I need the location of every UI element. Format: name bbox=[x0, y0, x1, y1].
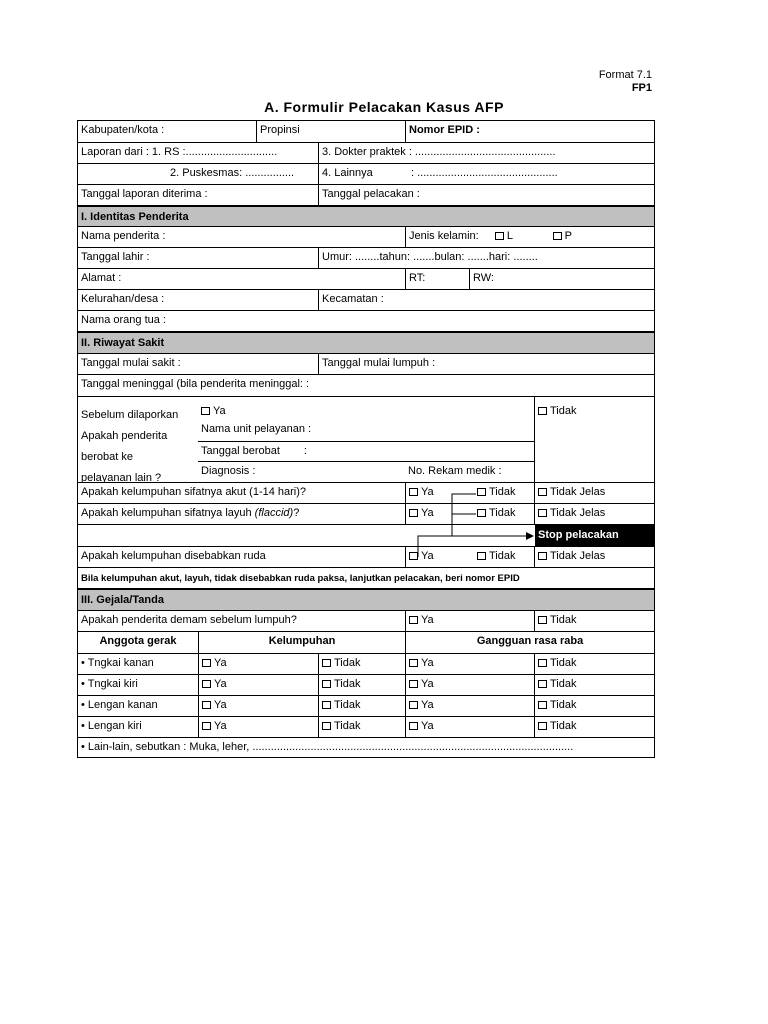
limb-label: • Lengan kanan bbox=[81, 699, 158, 711]
section-gejala bbox=[78, 589, 654, 611]
checkbox-raba-ya[interactable] bbox=[409, 722, 418, 730]
row-tanggal bbox=[78, 185, 654, 206]
row-ruda bbox=[78, 547, 654, 568]
lumpuh-ya-cell bbox=[198, 654, 318, 674]
diagnosis-field[interactable]: Diagnosis : bbox=[201, 465, 256, 477]
row-meninggal bbox=[78, 375, 654, 397]
checkbox-lumpuh-tidak[interactable] bbox=[322, 701, 331, 709]
layuh-tidak-cell bbox=[474, 504, 534, 524]
divider bbox=[198, 441, 534, 442]
ruda-tidak-label: Tidak bbox=[489, 550, 516, 562]
laporan-rs-field[interactable]: Laporan dari : 1. RS :.............................. bbox=[81, 146, 278, 158]
lumpuh-ya-cell bbox=[198, 675, 318, 695]
raba-tidak-label: Tidak bbox=[550, 720, 577, 732]
row-kabupaten bbox=[78, 121, 654, 143]
akut-ya-label: Ya bbox=[421, 486, 434, 498]
checkbox-akut-ya[interactable] bbox=[409, 488, 418, 496]
dokter-praktek-field[interactable]: 3. Dokter praktek : .............................................. bbox=[318, 143, 654, 163]
row-limb-header bbox=[78, 632, 654, 654]
layuh-question bbox=[78, 504, 405, 524]
col-gangguan: Gangguan rasa raba bbox=[405, 632, 654, 653]
row-lahir bbox=[78, 248, 654, 269]
berobat-q1: Sebelum dilaporkan bbox=[81, 409, 179, 421]
rw-field[interactable]: RW: bbox=[469, 269, 654, 289]
lumpuh-tidak-cell bbox=[318, 696, 405, 716]
row-kelurahan bbox=[78, 290, 654, 311]
checkbox-berobat-tidak[interactable] bbox=[538, 407, 547, 415]
checkbox-lumpuh-tidak[interactable] bbox=[322, 722, 331, 730]
akut-tj-label: Tidak Jelas bbox=[550, 486, 606, 498]
kecamatan-field[interactable]: Kecamatan : bbox=[318, 290, 654, 310]
lumpuh-tidak-label: Tidak bbox=[334, 657, 361, 669]
raba-tidak-cell bbox=[534, 696, 654, 716]
raba-ya-cell bbox=[405, 717, 534, 737]
lumpuh-tidak-cell bbox=[318, 717, 405, 737]
checkbox-raba-tidak[interactable] bbox=[538, 680, 547, 688]
limb-row bbox=[78, 696, 654, 717]
raba-ya-label: Ya bbox=[421, 678, 434, 690]
akut-tj-cell bbox=[534, 483, 654, 503]
checkbox-raba-ya[interactable] bbox=[409, 701, 418, 709]
checkbox-raba-tidak[interactable] bbox=[538, 659, 547, 667]
checkbox-demam-tidak[interactable] bbox=[538, 616, 547, 624]
checkbox-akut-tidak-jelas[interactable] bbox=[538, 488, 547, 496]
umur-field[interactable]: Umur: ........tahun: .......bulan: .......hari: ........ bbox=[318, 248, 654, 268]
checkbox-lumpuh-ya[interactable] bbox=[202, 659, 211, 667]
checkbox-raba-tidak[interactable] bbox=[538, 701, 547, 709]
akut-tidak-label: Tidak bbox=[489, 486, 516, 498]
lumpuh-ya-label: Ya bbox=[214, 678, 227, 690]
kelurahan-field[interactable]: Kelurahan/desa : bbox=[81, 293, 165, 305]
section-riwayat-title: II. Riwayat Sakit bbox=[81, 337, 165, 349]
layuh-ya-label: Ya bbox=[421, 507, 434, 519]
checkbox-raba-ya[interactable] bbox=[409, 659, 418, 667]
afp-form bbox=[77, 120, 655, 758]
checkbox-lumpuh-ya[interactable] bbox=[202, 680, 211, 688]
limb-label: • Tngkai kanan bbox=[81, 657, 154, 669]
berobat-ya-label: Ya bbox=[213, 405, 226, 417]
row-laporan bbox=[78, 143, 654, 164]
col-kelumpuhan: Kelumpuhan bbox=[198, 632, 405, 653]
nama-penderita-field[interactable]: Nama penderita : bbox=[81, 230, 166, 242]
epid-note: Bila kelumpuhan akut, layuh, tidak disebabkan ruda paksa, lanjutkan pelacakan, beri nomor EPID bbox=[81, 573, 520, 584]
lumpuh-ya-cell bbox=[198, 696, 318, 716]
jenis-kelamin-cell bbox=[405, 227, 654, 247]
berobat-tidak-cell bbox=[534, 397, 654, 482]
row-lain-lain bbox=[78, 738, 654, 757]
lumpuh-tidak-label: Tidak bbox=[334, 699, 361, 711]
raba-tidak-label: Tidak bbox=[550, 678, 577, 690]
demam-question: Apakah penderita demam sebelum lumpuh? bbox=[81, 614, 297, 626]
layuh-tj-label: Tidak Jelas bbox=[550, 507, 606, 519]
limb-row bbox=[78, 654, 654, 675]
raba-tidak-cell bbox=[534, 654, 654, 674]
row-alamat bbox=[78, 269, 654, 290]
lumpuh-ya-label: Ya bbox=[214, 720, 227, 732]
row-akut bbox=[78, 483, 654, 504]
checkbox-ruda-tidak[interactable] bbox=[477, 552, 486, 560]
layuh-qmark: ? bbox=[293, 507, 300, 519]
row-nama bbox=[78, 227, 654, 248]
alamat-field[interactable]: Alamat : bbox=[81, 272, 122, 284]
demam-ya-label: Ya bbox=[421, 614, 434, 626]
lumpuh-tidak-label: Tidak bbox=[334, 678, 361, 690]
row-note bbox=[78, 568, 654, 589]
lumpuh-tidak-cell bbox=[318, 675, 405, 695]
tgl-berobat-field[interactable] bbox=[201, 445, 307, 457]
berobat-question bbox=[78, 397, 198, 482]
ruda-tj-label: Tidak Jelas bbox=[550, 550, 606, 562]
row-layuh bbox=[78, 504, 654, 525]
limb-label: • Tngkai kiri bbox=[81, 678, 138, 690]
checkbox-l[interactable] bbox=[495, 232, 504, 240]
nomor-epid-field[interactable]: Nomor EPID : bbox=[405, 121, 654, 142]
berobat-block bbox=[78, 397, 654, 483]
rt-field[interactable]: RT: bbox=[405, 269, 469, 289]
kabupaten-field[interactable]: Kabupaten/kota : bbox=[81, 124, 165, 136]
limb-row bbox=[78, 717, 654, 738]
tgl-berobat-label: Tanggal berobat bbox=[201, 445, 280, 457]
mulai-sakit-field[interactable]: Tanggal mulai sakit : bbox=[81, 357, 181, 369]
raba-tidak-cell bbox=[534, 675, 654, 695]
section-identitas-title: I. Identitas Penderita bbox=[81, 211, 189, 223]
raba-ya-cell bbox=[405, 696, 534, 716]
layuh-flaccid: (flaccid) bbox=[254, 507, 294, 519]
raba-tidak-label: Tidak bbox=[550, 657, 577, 669]
section-riwayat bbox=[78, 332, 654, 354]
demam-ya-cell bbox=[405, 611, 534, 631]
checkbox-lumpuh-tidak[interactable] bbox=[322, 680, 331, 688]
lumpuh-tidak-label: Tidak bbox=[334, 720, 361, 732]
tgl-lahir-field[interactable]: Tanggal lahir : bbox=[81, 251, 150, 263]
raba-ya-label: Ya bbox=[421, 720, 434, 732]
row-demam bbox=[78, 611, 654, 632]
lainnya-field[interactable]: : .............................................. bbox=[411, 167, 558, 179]
akut-ya-cell bbox=[405, 483, 471, 503]
berobat-ya bbox=[201, 405, 226, 417]
demam-tidak-cell bbox=[534, 611, 654, 631]
ruda-ya-cell bbox=[405, 547, 471, 567]
stop-pelacakan: Stop pelacakan bbox=[535, 525, 654, 546]
section-identitas bbox=[78, 206, 654, 227]
ruda-tj-cell bbox=[534, 547, 654, 567]
orang-tua-field[interactable]: Nama orang tua : bbox=[81, 314, 166, 326]
puskesmas-field[interactable]: 2. Puskesmas: ................ bbox=[170, 167, 295, 179]
checkbox-raba-ya[interactable] bbox=[409, 680, 418, 688]
berobat-q3: berobat ke bbox=[81, 451, 133, 463]
checkbox-layuh-ya[interactable] bbox=[409, 509, 418, 517]
p-label: P bbox=[564, 230, 573, 242]
berobat-tidak-label: Tidak bbox=[550, 405, 577, 417]
berobat-detail bbox=[198, 397, 534, 483]
lumpuh-ya-label: Ya bbox=[214, 657, 227, 669]
raba-tidak-label: Tidak bbox=[550, 699, 577, 711]
raba-tidak-cell bbox=[534, 717, 654, 737]
row-mulai bbox=[78, 354, 654, 375]
jenis-kelamin-label: Jenis kelamin: bbox=[409, 230, 479, 242]
raba-ya-cell bbox=[405, 675, 534, 695]
lain-lain-field[interactable]: • Lain-lain, sebutkan : Muka, leher, ......................................................................................................... bbox=[81, 741, 574, 753]
l-label: L bbox=[506, 230, 513, 242]
checkbox-lumpuh-ya[interactable] bbox=[202, 701, 211, 709]
propinsi-field[interactable]: Propinsi bbox=[256, 121, 405, 142]
ruda-ya-label: Ya bbox=[421, 550, 434, 562]
tgl-laporan-field[interactable]: Tanggal laporan diterima : bbox=[81, 188, 208, 200]
unit-pelayanan-field[interactable]: Nama unit pelayanan : bbox=[201, 423, 312, 435]
limb-row bbox=[78, 675, 654, 696]
limb-label: • Lengan kiri bbox=[81, 720, 142, 732]
row-puskesmas bbox=[78, 164, 654, 185]
demam-tidak-label: Tidak bbox=[550, 614, 577, 626]
checkbox-akut-tidak[interactable] bbox=[477, 488, 486, 496]
form-title: A. Formulir Pelacakan Kasus AFP bbox=[264, 99, 504, 115]
berobat-q4: pelayanan lain ? bbox=[81, 472, 162, 482]
checkbox-layuh-tidak[interactable] bbox=[477, 509, 486, 517]
mulai-lumpuh-field[interactable]: Tanggal mulai lumpuh : bbox=[318, 354, 654, 374]
raba-ya-label: Ya bbox=[421, 699, 434, 711]
rekam-medik-field[interactable]: No. Rekam medik : bbox=[408, 465, 502, 477]
lumpuh-ya-cell bbox=[198, 717, 318, 737]
checkbox-demam-ya[interactable] bbox=[409, 616, 418, 624]
checkbox-ruda-tidak-jelas[interactable] bbox=[538, 552, 547, 560]
ruda-tidak-cell bbox=[474, 547, 534, 567]
checkbox-raba-tidak[interactable] bbox=[538, 722, 547, 730]
format-label: Format 7.1 bbox=[598, 69, 652, 81]
checkbox-ruda-ya[interactable] bbox=[409, 552, 418, 560]
layuh-ya-cell bbox=[405, 504, 471, 524]
raba-ya-label: Ya bbox=[421, 657, 434, 669]
row-orang-tua bbox=[78, 311, 654, 332]
akut-question: Apakah kelumpuhan sifatnya akut (1-14 hari)? bbox=[81, 486, 307, 498]
form-code: FP1 bbox=[631, 82, 652, 94]
tgl-pelacakan-field[interactable]: Tanggal pelacakan : bbox=[318, 185, 654, 205]
lumpuh-ya-label: Ya bbox=[214, 699, 227, 711]
berobat-q2: Apakah penderita bbox=[81, 430, 168, 442]
tgl-berobat-colon: : bbox=[303, 445, 307, 457]
layuh-tidak-label: Tidak bbox=[489, 507, 516, 519]
ruda-question: Apakah kelumpuhan disebabkan ruda bbox=[81, 550, 266, 562]
lumpuh-tidak-cell bbox=[318, 654, 405, 674]
checkbox-lumpuh-ya[interactable] bbox=[202, 722, 211, 730]
checkbox-p[interactable] bbox=[553, 232, 562, 240]
lainnya-label: 4. Lainnya bbox=[318, 164, 408, 184]
checkbox-berobat-ya[interactable] bbox=[201, 407, 210, 415]
checkbox-lumpuh-tidak[interactable] bbox=[322, 659, 331, 667]
layuh-text: Apakah kelumpuhan sifatnya layuh bbox=[81, 507, 255, 519]
col-anggota-gerak: Anggota gerak bbox=[99, 635, 177, 647]
checkbox-layuh-tidak-jelas[interactable] bbox=[538, 509, 547, 517]
row-stop bbox=[78, 525, 654, 547]
divider bbox=[198, 461, 534, 462]
akut-tidak-cell bbox=[474, 483, 534, 503]
raba-ya-cell bbox=[405, 654, 534, 674]
meninggal-field[interactable]: Tanggal meninggal (bila penderita meninggal: : bbox=[81, 378, 310, 390]
section-gejala-title: III. Gejala/Tanda bbox=[81, 594, 164, 606]
layuh-tj-cell bbox=[534, 504, 654, 524]
